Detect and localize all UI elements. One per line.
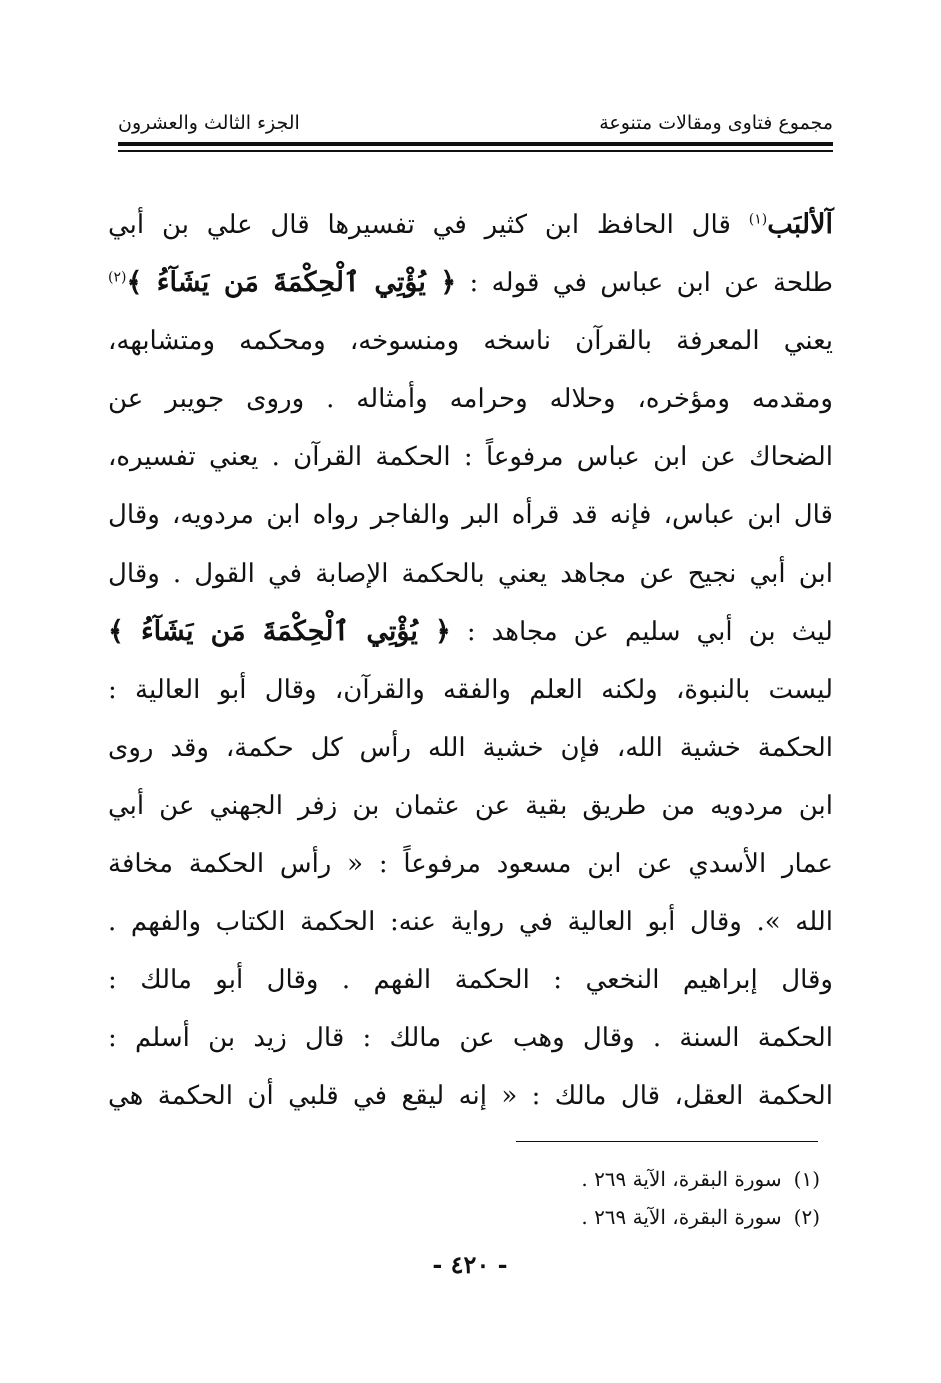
footnote-ref-1: (١) (748, 211, 768, 228)
text-line-2 (108, 254, 833, 312)
text-line-5: الضحاك عن ابن عباس مرفوعاً : الحكمة القرآن . يعني تفسيره، (108, 442, 833, 473)
quran-word: آلألبَب (767, 209, 833, 240)
text-line-9: ليست بالنبوة، ولكنه العلم والفقه والقرآن، وقال أبو العالية : (108, 674, 833, 705)
footnote-ref-2: (٢) (108, 269, 127, 286)
footnote-separator (516, 1141, 818, 1142)
line-text: طلحة عن ابن عباس في قوله : (456, 268, 833, 299)
running-header (118, 108, 833, 138)
footnote-text: سورة البقرة، الآية ٢٦٩ . (581, 1205, 782, 1229)
text-line-15: الحكمة السنة . وقال وهب عن مالك : قال زيد بن أسلم : (108, 1023, 833, 1054)
footnote (300, 1160, 820, 1198)
footnote-number: (٢) (793, 1205, 820, 1229)
header-rule-thick (118, 142, 833, 146)
text-line-13: الله ». وقال أبو العالية في رواية عنه: الحكمة الكتاب والفهم . (108, 907, 833, 938)
text-line-7: ابن أبي نجيح عن مجاهد يعني بالحكمة الإصابة في القول . وقال (108, 558, 833, 589)
text-line-10: الحكمة خشية الله، فإن خشية الله رأس كل حكمة، وقد روى (108, 732, 833, 763)
line-text: ليث بن أبي سليم عن مجاهد : (450, 616, 833, 647)
book-title: مجموع فتاوى ومقالات متنوعة (599, 112, 833, 134)
volume-label: الجزء الثالث والعشرون (118, 112, 300, 134)
quran-verse: ﴿ يُؤْتِي ٱلْحِكْمَةَ مَن يَشَآءُ ﴾ (108, 615, 451, 647)
footnote-text: سورة البقرة، الآية ٢٦٩ . (581, 1167, 782, 1191)
footnotes (300, 1160, 820, 1236)
footnote (300, 1198, 820, 1236)
text-line-8 (108, 603, 833, 661)
text-line-4: ومقدمه ومؤخره، وحلاله وحرامه وأمثاله . وروى جويبر عن (108, 384, 833, 415)
text-line-14: وقال إبراهيم النخعي : الحكمة الفهم . وقال أبو مالك : (108, 965, 833, 996)
text-line-1 (108, 196, 833, 254)
text-line-16: الحكمة العقل، قال مالك : « إنه ليقع في قلبي أن الحكمة هي (108, 1081, 833, 1112)
footnote-number: (١) (793, 1167, 820, 1191)
text-line-6: قال ابن عباس، فإنه قد قرأه البر والفاجر رواه ابن مردويه، وقال (108, 500, 833, 531)
text-line-12: عمار الأسدي عن ابن مسعود مرفوعاً : « رأس الحكمة مخافة (108, 849, 833, 880)
text-line-11: ابن مردويه من طريق بقية عن عثمان بن زفر الجهني عن أبي (108, 790, 833, 821)
text-line-3: يعني المعرفة بالقرآن ناسخه ومنسوخه، ومحكمه ومتشابهه، (108, 326, 833, 357)
quran-verse: ﴿ يُؤْتِي ٱلْحِكْمَةَ مَن يَشَآءُ ﴾ (126, 267, 457, 299)
page-number: - ٤٢٠ - (432, 1250, 508, 1279)
line-text: قال الحافظ ابن كثير في تفسيرها قال علي بن أبي (108, 210, 749, 240)
body-text (108, 196, 833, 1126)
header-rule-thin (118, 150, 833, 152)
